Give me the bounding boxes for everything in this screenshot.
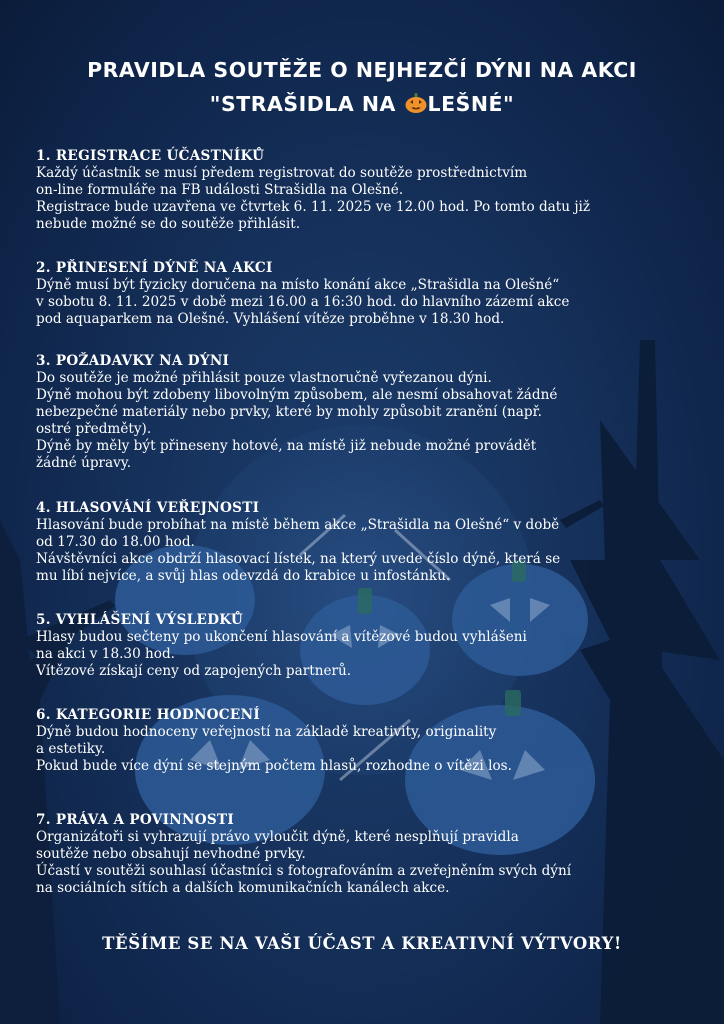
section-line: soutěže nebo obsahují nevhodné prvky. <box>36 846 306 862</box>
section-prava <box>36 812 696 897</box>
footer-message: TĚŠÍME SE NA VAŠI ÚČAST A KREATIVNÍ VÝTVORY! <box>102 934 622 953</box>
section-heading: 2. PŘINESENÍ DÝNĚ NA AKCI <box>36 260 273 276</box>
section-line: Dýně budou hodnoceny veřejností na základě kreativity, originality <box>36 724 497 740</box>
section-line: na akci v 18.30 hod. <box>36 646 176 662</box>
page-subtitle <box>0 92 724 116</box>
section-heading: 3. POŽADAVKY NA DÝNI <box>36 353 230 369</box>
section-line: Organizátoři si vyhrazují právo vyloučit dýně, které nesplňují pravidla <box>36 829 519 845</box>
section-line: nebezpečné materiály nebo prvky, které by mohly způsobit zranění (např. <box>36 404 542 420</box>
section-pozadavky <box>36 353 696 472</box>
section-heading: 5. VYHLÁŠENÍ VÝSLEDKŮ <box>36 612 244 628</box>
section-line: Do soutěže je možné přihlásit pouze vlastnoručně vyřezanou dýni. <box>36 370 492 386</box>
section-line: žádné úpravy. <box>36 455 132 471</box>
section-heading: 7. PRÁVA A POVINNOSTI <box>36 812 235 828</box>
section-line: Každý účastník se musí předem registrovat do soutěže prostřednictvím <box>36 165 528 181</box>
section-line: Pokud bude více dýní se stejným počtem hlasů, rozhodne o vítězi los. <box>36 758 512 774</box>
pumpkin-icon <box>405 93 427 113</box>
section-line: Dýně musí být fyzicky doručena na místo konání akce „Strašidla na Olešné“ <box>36 277 560 293</box>
section-line: Dýně mohou být zdobeny libovolným způsobem, ale nesmí obsahovat žádné <box>36 387 558 403</box>
section-kategorie <box>36 707 696 775</box>
section-line: Vítězové získají ceny od zapojených partnerů. <box>36 663 352 679</box>
section-line: Návštěvníci akce obdrží hlasovací lístek, na který uvede číslo dýně, která se <box>36 551 561 567</box>
section-line: ostré předměty). <box>36 421 152 437</box>
section-line: Registrace bude uzavřena ve čtvrtek 6. 11. 2025 ve 12.00 hod. Po tomto datu již <box>36 199 591 215</box>
section-prineseni <box>36 260 696 328</box>
section-heading: 4. HLASOVÁNÍ VEŘEJNOSTI <box>36 500 260 516</box>
section-registrace <box>36 148 696 233</box>
section-line: mu líbí nejvíce, a svůj hlas odevzdá do krabice u infostánku. <box>36 568 451 584</box>
page-title: PRAVIDLA SOUTĚŽE O NEJHEZČÍ DÝNI NA AKCI <box>87 58 637 82</box>
section-line: a estetiky. <box>36 741 106 757</box>
section-heading: 6. KATEGORIE HODNOCENÍ <box>36 707 260 723</box>
section-heading: 1. REGISTRACE ÚČASTNÍKŮ <box>36 148 265 164</box>
section-vyhlaseni <box>36 612 696 680</box>
section-line: od 17.30 do 18.00 hod. <box>36 534 195 550</box>
section-line: na sociálních sítích a dalších komunikačních kanálech akce. <box>36 880 450 896</box>
section-line: Hlasování bude probíhat na místě během akce „Strašidla na Olešné“ v době <box>36 517 560 533</box>
section-line: pod aquaparkem na Olešné. Vyhlášení vítěze proběhne v 18.30 hod. <box>36 311 505 327</box>
section-line: on-line formuláře na FB události Strašidla na Olešné. <box>36 182 404 198</box>
section-hlasovani <box>36 500 696 585</box>
section-line: Hlasy budou sečteny po ukončení hlasování a vítězové budou vyhlášeni <box>36 629 527 645</box>
section-line: Dýně by měly být přineseny hotové, na místě již nebude možné provádět <box>36 438 537 454</box>
subtitle-text-start: "STRAŠIDLA NA <box>209 92 404 116</box>
section-line: Účastí v soutěži souhlasí účastníci s fotografováním a zveřejněním svých dýní <box>36 863 572 879</box>
subtitle-text-end: LEŠNÉ" <box>427 92 515 116</box>
section-line: nebude možné se do soutěže přihlásit. <box>36 216 301 232</box>
section-line: v sobotu 8. 11. 2025 v době mezi 16.00 a 16:30 hod. do hlavního zázemí akce <box>36 294 570 310</box>
